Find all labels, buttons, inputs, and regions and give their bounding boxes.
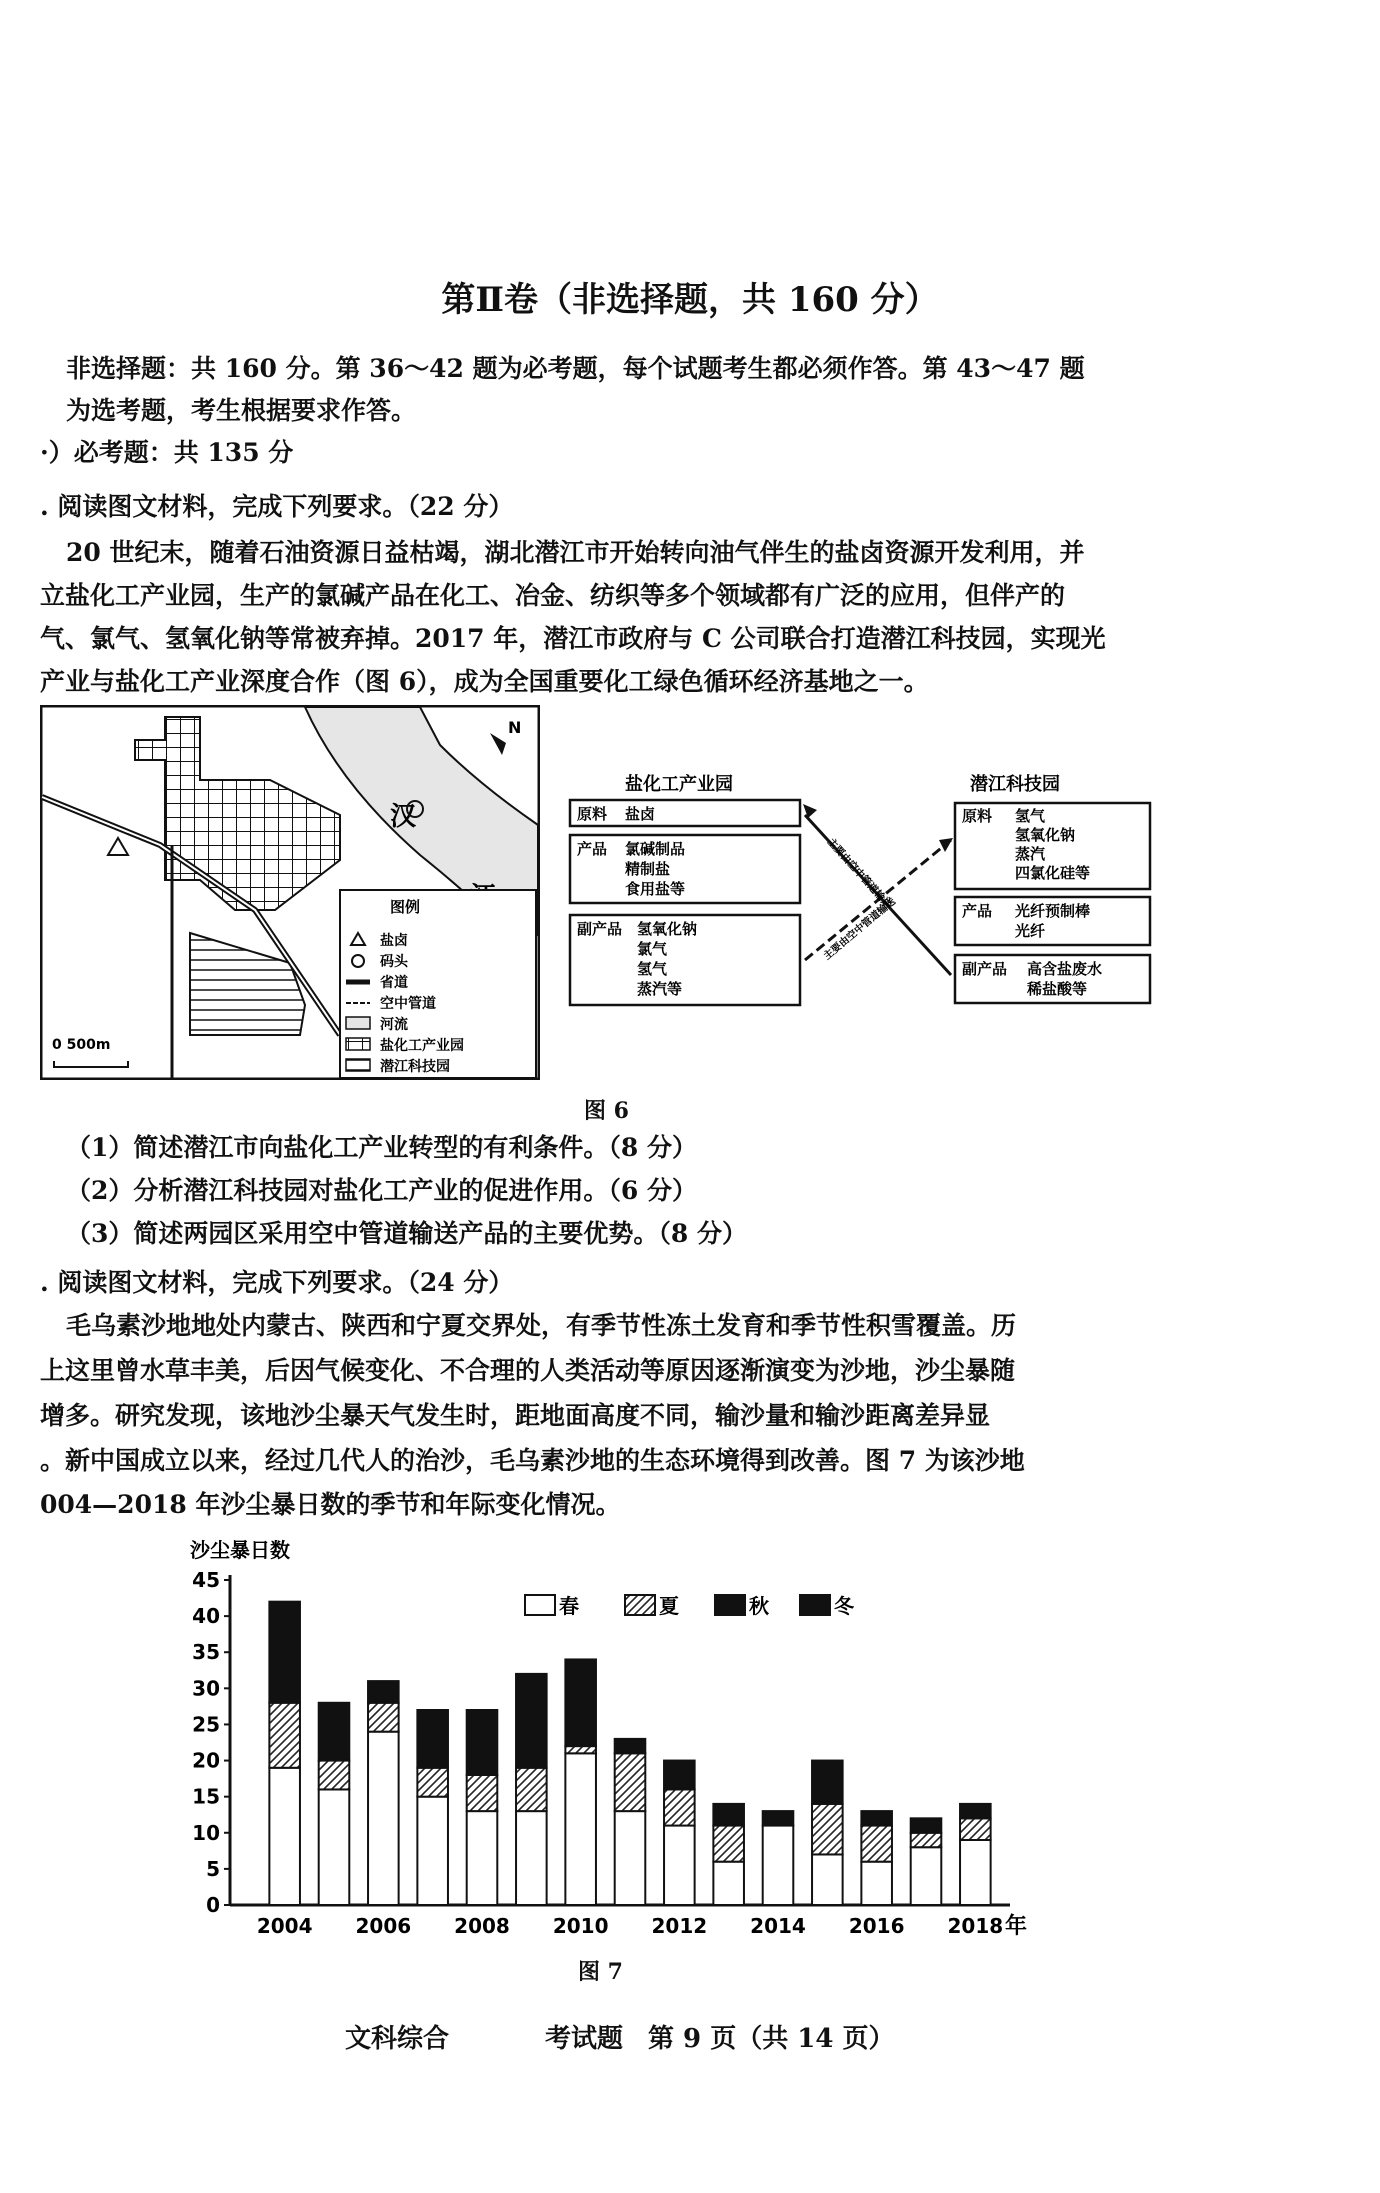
q1-map — [40, 705, 540, 1080]
river-label-han: 汉 — [390, 802, 417, 832]
intro-line-1: 非选择题：共 160 分。第 36～42 题为必考题，每个试题考生都必须作答。第 43～47 题 — [66, 354, 1085, 383]
right-raw-4: 四氯化硅等 — [1015, 864, 1091, 882]
q2-body-line-2: 上这里曾水草丰美，后因气候变化、不合理的人类活动等原因逐渐演变为沙地，沙尘暴随 — [40, 1356, 1016, 1385]
legend-swatch-春 — [525, 1595, 555, 1615]
left-product-3: 食用盐等 — [625, 880, 686, 898]
left-byproduct-label: 副产品 — [577, 920, 623, 938]
x-tick-label: 2004 — [256, 1914, 313, 1938]
bar-segment-夏 — [713, 1826, 744, 1862]
bar-segment-春 — [861, 1862, 892, 1905]
bar-segment-夏 — [516, 1768, 547, 1811]
right-product-label: 产品 — [962, 902, 993, 920]
flow-right-title: 潜江科技园 — [970, 774, 1060, 795]
bar-segment-冬 — [911, 1818, 942, 1832]
bar-segment-冬 — [664, 1761, 695, 1790]
y-tick-label: 40 — [192, 1604, 220, 1629]
arrowhead-lower-icon — [939, 838, 953, 852]
bar-segment-夏 — [960, 1818, 991, 1840]
bar-segment-冬 — [713, 1804, 744, 1826]
left-product-1: 氯碱制品 — [625, 840, 686, 858]
legend-river-icon — [346, 1017, 370, 1029]
y-tick-label: 35 — [192, 1640, 220, 1665]
q2-body-line-3: 增多。研究发现，该地沙尘暴天气发生时，距地面高度不同，输沙量和输沙距离差异显 — [40, 1401, 991, 1430]
footer-subject: 文科综合 — [345, 2024, 450, 2054]
arrow-lower-label: 主要由空中管道输送 — [821, 896, 898, 963]
q2-body-line-1: 毛乌素沙地地处内蒙古、陕西和宁夏交界处，有季节性冻土发育和季节性积雪覆盖。历 — [66, 1311, 1017, 1340]
left-byproduct-3: 氢气 — [637, 960, 668, 978]
legend-label-秋: 秋 — [749, 1594, 769, 1618]
q2-body-line-4: 。新中国成立以来，经过几代人的治沙，毛乌素沙地的生态环境得到改善。图 7 为该沙地 — [40, 1446, 1025, 1475]
bar-segment-春 — [319, 1789, 350, 1905]
y-tick-label: 15 — [192, 1784, 220, 1809]
q1-body-line-1: 20 世纪末，随着石油资源日益枯竭，湖北潜江市开始转向油气伴生的盐卤资源开发利用，并 — [66, 538, 1085, 567]
bar-segment-冬 — [319, 1703, 350, 1761]
legend-item-tech-park: 潜江科技园 — [380, 1059, 450, 1075]
bar-segment-夏 — [319, 1761, 350, 1790]
right-byproduct-1: 高含盐废水 — [1027, 960, 1103, 978]
y-tick-label: 0 — [206, 1893, 220, 1917]
left-byproduct-2: 氯气 — [637, 940, 668, 958]
legend-swatch-冬 — [800, 1595, 830, 1615]
bar-segment-冬 — [960, 1804, 991, 1818]
right-raw-1: 氢气 — [1015, 807, 1046, 825]
section-title: 第Ⅱ卷（非选择题，共 160 分） — [441, 280, 939, 320]
bar-segment-夏 — [664, 1789, 695, 1825]
legend-item-river: 河流 — [380, 1017, 408, 1033]
right-product-1: 光纤预制棒 — [1015, 902, 1091, 920]
bar-segment-夏 — [467, 1775, 498, 1811]
bar-segment-春 — [615, 1811, 646, 1905]
legend-item-road: 省道 — [380, 975, 408, 991]
left-byproduct-4: 蒸汽等 — [637, 980, 683, 998]
left-byproduct-1: 氢氧化钠 — [637, 920, 698, 938]
x-tick-label: 2008 — [454, 1914, 510, 1938]
q1-heading: . 阅读图文材料，完成下列要求。（22 分） — [40, 492, 514, 521]
y-tick-label: 5 — [206, 1856, 220, 1881]
bar-segment-春 — [565, 1753, 596, 1905]
y-tick-label: 45 — [192, 1568, 220, 1592]
footer-paper: 考试题 — [545, 2024, 624, 2054]
bar-segment-冬 — [615, 1739, 646, 1753]
right-byproduct-label: 副产品 — [962, 960, 1008, 978]
legend-item-pipe: 空中管道 — [380, 996, 436, 1012]
bar-segment-春 — [417, 1797, 448, 1905]
bar-segment-冬 — [763, 1811, 794, 1825]
legend-salt-park-icon — [346, 1038, 370, 1050]
legend-item-salt-park: 盐化工产业园 — [380, 1038, 464, 1054]
required-header: ·）必考题：共 135 分 — [40, 438, 294, 467]
left-raw-value: 盐卤 — [625, 805, 656, 823]
bar-segment-春 — [911, 1847, 942, 1905]
x-tick-label: 2016 — [848, 1914, 905, 1938]
scale-label: 0 500m — [52, 1037, 111, 1053]
bar-segment-冬 — [368, 1681, 399, 1703]
legend-label-春: 春 — [559, 1594, 579, 1618]
bar-segment-夏 — [615, 1753, 646, 1811]
right-raw-2: 氢氧化钠 — [1015, 826, 1076, 844]
q1-body-line-3: 气、氯气、氢氧化钠等常被弃掉。2017 年，潜江市政府与 C 公司联合打造潜江科技园，实现光 — [40, 624, 1106, 653]
left-product-2: 精制盐 — [625, 860, 671, 878]
legend-title: 图例 — [390, 898, 421, 916]
right-product-2: 光纤 — [1015, 922, 1046, 940]
bar-segment-夏 — [368, 1703, 399, 1732]
bar-segment-春 — [664, 1826, 695, 1905]
x-tick-label: 2006 — [355, 1914, 412, 1938]
legend-label-冬: 冬 — [834, 1594, 854, 1618]
chart-ylabel: 沙尘暴日数 — [190, 1538, 290, 1562]
bar-segment-冬 — [467, 1710, 498, 1775]
bar-segment-冬 — [812, 1761, 843, 1804]
q1-body-line-4: 产业与盐化工产业深度合作（图 6），成为全国重要化工绿色循环经济基地之一。 — [40, 667, 929, 696]
right-raw-3: 蒸汽 — [1015, 845, 1046, 863]
bar-segment-夏 — [861, 1826, 892, 1862]
bar-segment-冬 — [269, 1602, 300, 1703]
q1-subquestion-1: （1）简述潜江市向盐化工产业转型的有利条件。（8 分） — [66, 1133, 697, 1162]
intro-line-2: 为选考题，考生根据要求作答。 — [66, 396, 417, 425]
bar-segment-夏 — [417, 1768, 448, 1797]
q1-body-line-2: 立盐化工产业园，生产的氯碱产品在化工、冶金、纺织等多个领域都有广泛的应用，但伴产的 — [40, 581, 1066, 610]
north-label: N — [508, 718, 522, 737]
bar-segment-春 — [368, 1732, 399, 1905]
x-tick-label: 2014 — [750, 1914, 806, 1938]
bar-segment-夏 — [812, 1804, 843, 1855]
dust-storm-chart — [170, 1535, 1070, 1955]
bar-segment-冬 — [417, 1710, 448, 1768]
x-tick-label: 2018 — [947, 1914, 1004, 1938]
y-tick-label: 30 — [192, 1676, 220, 1701]
bar-segment-春 — [763, 1826, 794, 1905]
legend-label-夏: 夏 — [659, 1594, 679, 1618]
y-tick-label: 10 — [192, 1820, 220, 1845]
q2-heading: . 阅读图文材料，完成下列要求。（24 分） — [40, 1268, 514, 1297]
bar-segment-冬 — [516, 1674, 547, 1768]
legend-swatch-秋 — [715, 1595, 745, 1615]
right-byproduct-2: 稀盐酸等 — [1027, 980, 1088, 998]
x-tick-label: 2010 — [552, 1914, 609, 1938]
left-raw-label: 原料 — [577, 805, 608, 823]
q1-subquestion-3: （3）简述两园区采用空中管道输送产品的主要优势。（8 分） — [66, 1219, 747, 1248]
arrow-upper-label: 主要由空中管道输送 — [824, 836, 894, 911]
bar-segment-夏 — [269, 1703, 300, 1768]
legend-tech-park-icon — [346, 1059, 370, 1071]
q1-subquestion-2: （2）分析潜江科技园对盐化工产业的促进作用。（6 分） — [66, 1176, 697, 1205]
bar-segment-春 — [713, 1862, 744, 1905]
bar-segment-春 — [812, 1854, 843, 1905]
left-product-label: 产品 — [577, 840, 608, 858]
q1-flow-diagram — [565, 770, 1165, 1010]
bar-segment-春 — [269, 1768, 300, 1905]
bar-segment-春 — [960, 1840, 991, 1905]
legend-item-brine: 盐卤 — [380, 933, 408, 949]
fig6-caption: 图 6 — [584, 1098, 629, 1124]
q2-body-line-5: 004—2018 年沙尘暴日数的季节和年际变化情况。 — [40, 1490, 621, 1519]
footer-page: 第 9 页（共 14 页） — [648, 2024, 895, 2054]
bar-segment-春 — [467, 1811, 498, 1905]
fig7-caption: 图 7 — [578, 1959, 623, 1985]
x-tick-label: 2012 — [651, 1914, 708, 1938]
y-tick-label: 20 — [192, 1748, 220, 1773]
y-tick-label: 25 — [192, 1712, 220, 1737]
flow-left-title: 盐化工产业园 — [625, 774, 733, 795]
bar-segment-春 — [516, 1811, 547, 1905]
legend-item-pier: 码头 — [380, 954, 408, 970]
chart-xlabel: 年 — [1005, 1914, 1028, 1939]
bar-segment-冬 — [861, 1811, 892, 1825]
bar-segment-冬 — [565, 1659, 596, 1746]
legend-swatch-夏 — [625, 1595, 655, 1615]
right-raw-label: 原料 — [962, 807, 993, 825]
bar-segment-夏 — [565, 1746, 596, 1753]
bar-segment-夏 — [911, 1833, 942, 1847]
